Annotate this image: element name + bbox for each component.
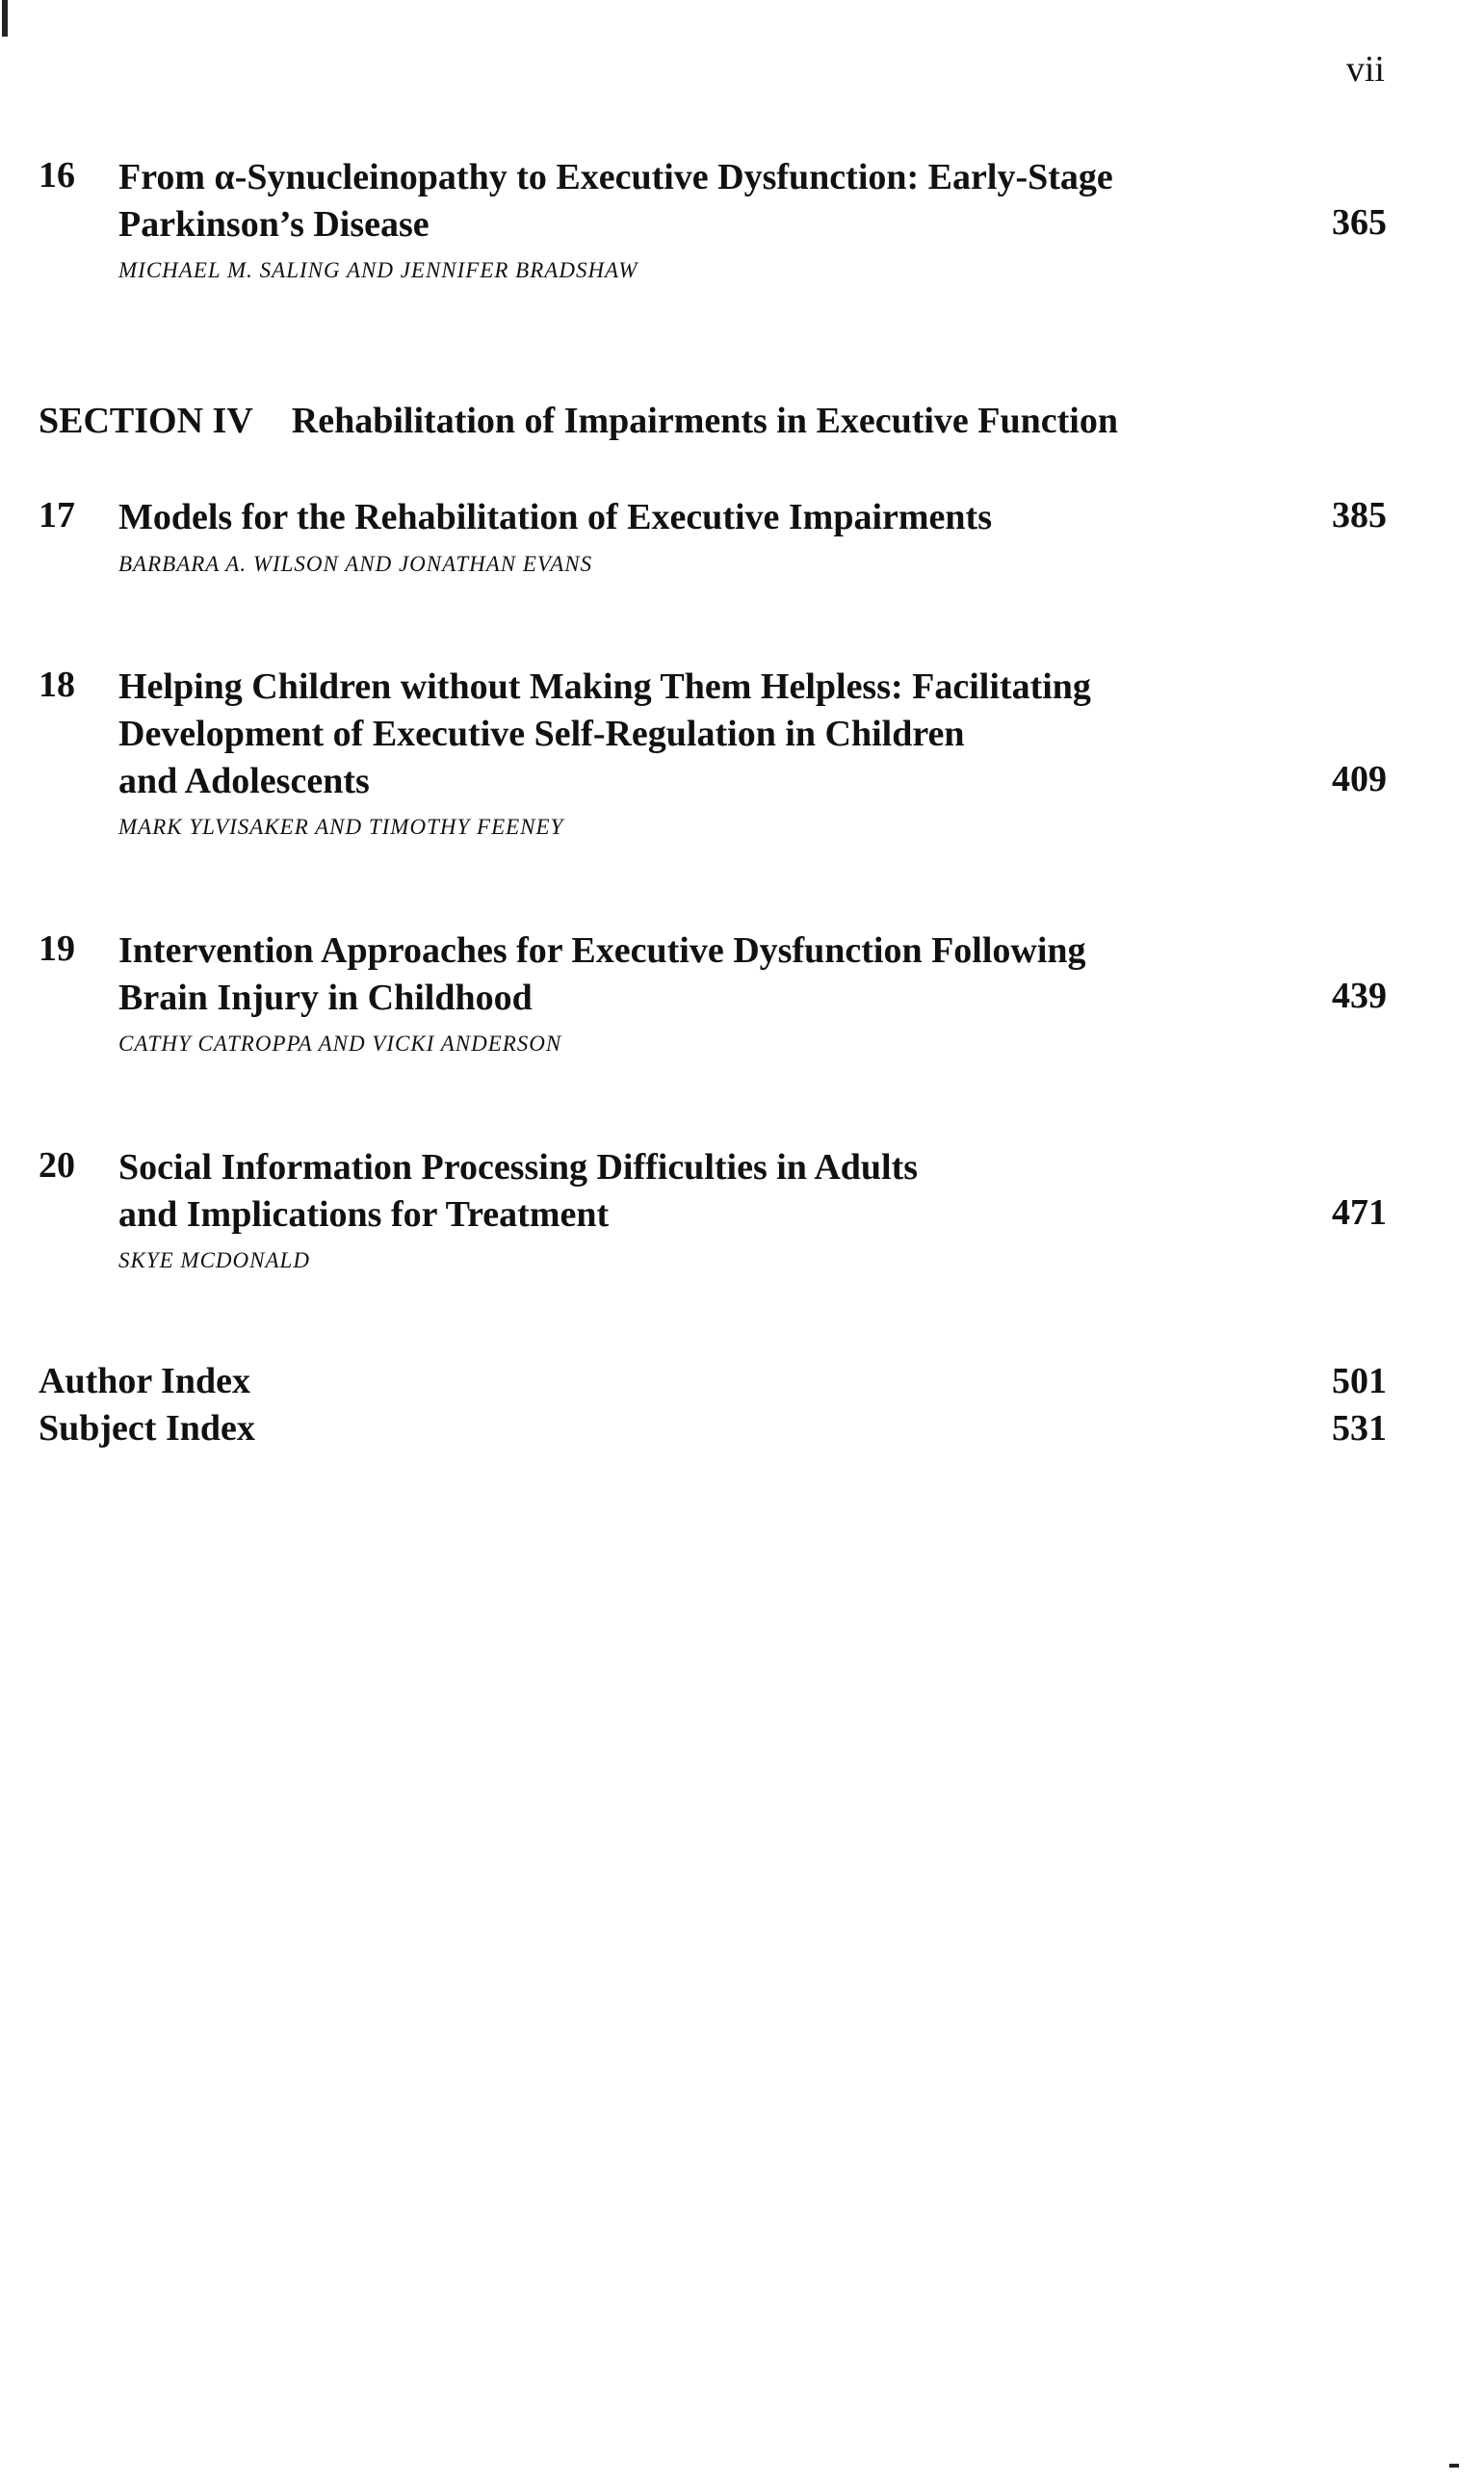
chapter-title-line: Intervention Approaches for Executive Dysfunction Following [118, 930, 1086, 971]
page-number: vii [1345, 49, 1385, 90]
chapter-title [118, 927, 1274, 1022]
chapter-title [118, 664, 1274, 805]
toc-entry [39, 1144, 1387, 1279]
chapter-title-line: From α-Synucleinopathy to Executive Dysfunction: Early-Stage [118, 157, 1113, 197]
scan-artifact [1449, 2464, 1459, 2468]
chapter-title [118, 494, 1274, 541]
chapter-authors: MICHAEL M. SALING AND JENNIFER BRADSHAW [118, 258, 638, 282]
scan-artifact [2, 0, 8, 37]
toc-entry [39, 154, 1387, 289]
index-entry-subject [39, 1407, 1387, 1450]
chapter-number: 16 [39, 155, 75, 196]
chapter-number: 17 [39, 495, 75, 536]
chapter-number: 19 [39, 928, 75, 969]
toc-entry [39, 494, 1387, 581]
index-page: 501 [1332, 1361, 1387, 1401]
chapter-title-line: and Implications for Treatment [118, 1194, 610, 1235]
chapter-title-line: Development of Executive Self-Regulation in Children [118, 714, 965, 754]
section-label: SECTION IV [39, 401, 253, 441]
index-label: Author Index [39, 1361, 250, 1401]
section-title: Rehabilitation of Impairments in Executive Function [291, 401, 1118, 441]
index-page: 531 [1332, 1408, 1387, 1449]
toc-entry [39, 664, 1387, 856]
chapter-title-line: Social Information Processing Difficulties in Adults [118, 1147, 919, 1188]
chapter-title-line: Models for the Rehabilitation of Executive Impairments [118, 497, 992, 537]
index-entry-author [39, 1360, 1387, 1402]
chapter-title-line: and Adolescents [118, 761, 370, 801]
chapter-authors: CATHY CATROPPA AND VICKI ANDERSON [118, 1032, 562, 1056]
chapter-title [118, 154, 1274, 248]
chapter-number: 18 [39, 665, 75, 705]
section-heading [39, 400, 1387, 442]
chapter-page: 385 [1332, 495, 1387, 536]
chapter-title-line: Helping Children without Making Them Helpless: Facilitating [118, 666, 1091, 707]
chapter-page: 439 [1332, 976, 1387, 1016]
chapter-title-line: Brain Injury in Childhood [118, 978, 533, 1018]
chapter-title [118, 1144, 1274, 1239]
toc-entry [39, 927, 1387, 1062]
chapter-authors: MARK YLVISAKER AND TIMOTHY FEENEY [118, 815, 564, 839]
chapter-number: 20 [39, 1145, 75, 1186]
chapter-page: 409 [1332, 759, 1387, 799]
index-label: Subject Index [39, 1408, 255, 1449]
chapter-authors: SKYE MCDONALD [118, 1248, 310, 1272]
chapter-authors: BARBARA A. WILSON AND JONATHAN EVANS [118, 552, 593, 576]
chapter-page: 471 [1332, 1192, 1387, 1233]
chapter-page: 365 [1332, 202, 1387, 243]
chapter-title-line: Parkinson’s Disease [118, 204, 430, 245]
